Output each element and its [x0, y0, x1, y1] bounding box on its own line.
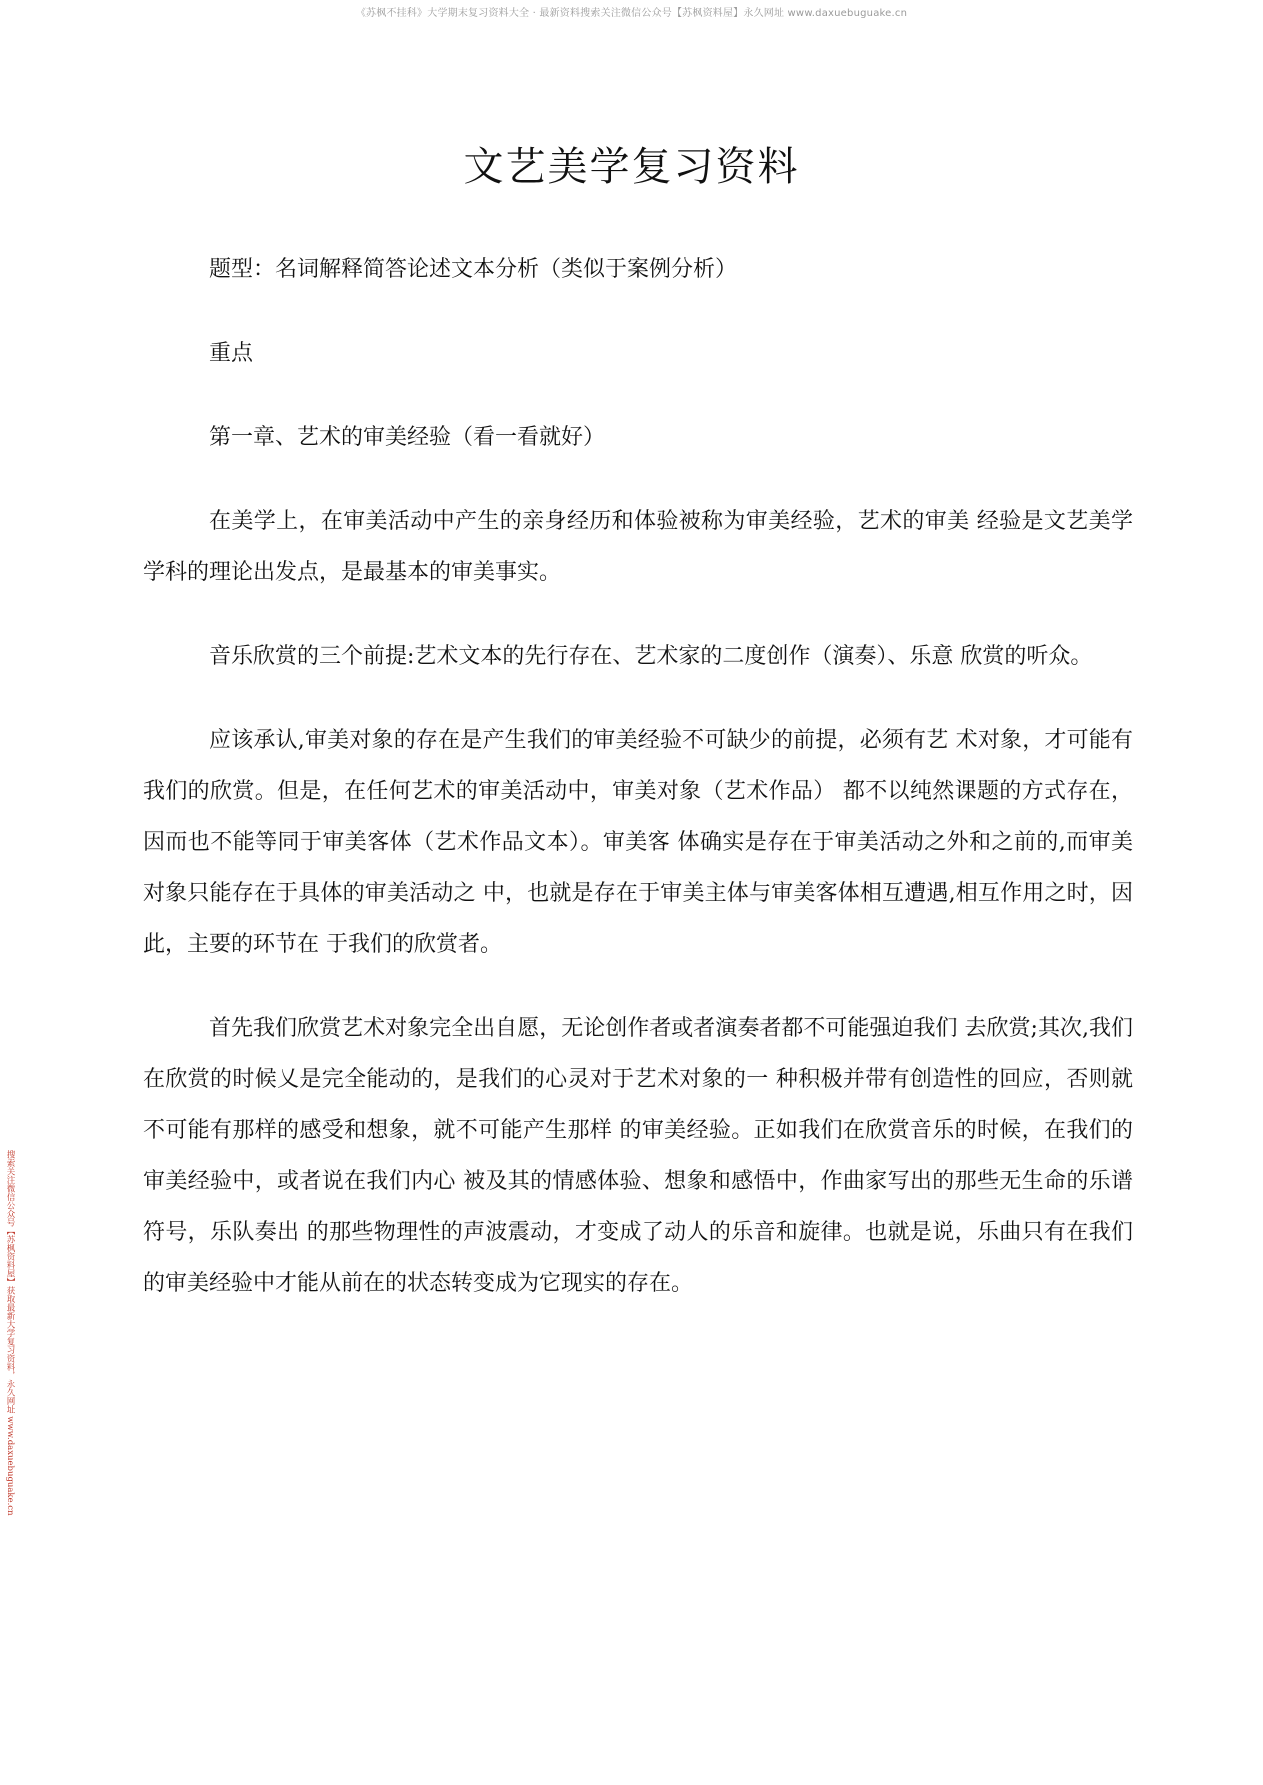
document-body	[143, 244, 1133, 1342]
page-header-notice: 《苏枫不挂科》大学期末复习资料大全 · 最新资料搜索关注微信公众号【苏枫资料屋】永久网址 www.daxuebuguake.cn	[355, 8, 908, 19]
side-watermark: 搜索关注微信公众号【苏枫资料屋】获取最新大学复习资料，永久网址 www.daxuebuguake.cn	[5, 1150, 15, 1516]
paragraph-appreciation: 首先我们欣赏艺术对象完全出自愿，无论创作者或者演奏者都不可能强迫我们 去欣赏;其次,我们在欣赏的时候乂是完全能动的，是我们的心灵对于艺术对象的一 种积极并带有创造性的回应，否则就不可能有那样的感受和想象，就不可能产生那样 的审美经验。正如我们在欣赏音乐的时候，在我们的审美经验中，或者说在我们内心 被及其的情感体验、想象和感悟中，作曲家写出的那些无生命的乐谱符号，乐队奏出 的那些物理性的声波震动，才变成了动人的乐音和旋律。也就是说，乐曲只有在我们 的审美经验中才能从前在的状态转变成为它现实的存在。	[143, 1016, 1133, 1296]
paragraph-music-premises: 音乐欣赏的三个前提:艺术文本的先行存在、艺术家的二度创作（演奏）、乐意 欣赏的听众。	[209, 644, 1093, 669]
paragraph-chapter-heading: 第一章、艺术的审美经验（看一看就好）	[209, 425, 606, 450]
paragraph-question-types: 题型：名词解释简答论述文本分析（类似于案例分析）	[209, 257, 738, 282]
paragraph-aesthetic-object: 应该承认,审美对象的存在是产生我们的审美经验不可缺少的前提，必须有艺 术对象，才可能有我们的欣赏。但是，在任何艺术的审美活动中，审美对象（艺术作品） 都不以纯然课题的方式存在，因而也不能等同于审美客体（艺术作品文本）。审美客 体确实是存在于审美活动之外和之前的,而审美对象只能存在于具体的审美活动之 中，也就是存在于审美主体与审美客体相互遭遇,相互作用之时，因此，主要的环节在 于我们的欣赏者。	[143, 728, 1133, 957]
paragraph-aesthetic-experience: 在美学上，在审美活动中产生的亲身经历和体验被称为审美经验，艺术的审美 经验是文艺美学学科的理论出发点，是最基本的审美事实。	[143, 509, 1133, 585]
paragraph-key-points: 重点	[209, 341, 254, 366]
document-title: 文艺美学复习资料	[463, 144, 800, 190]
